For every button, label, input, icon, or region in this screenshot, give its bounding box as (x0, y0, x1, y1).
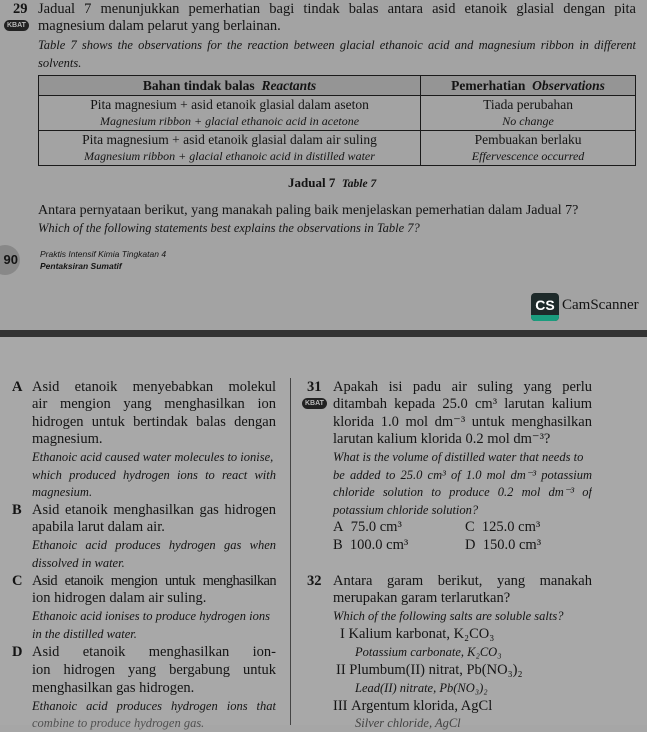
kbat-badge: KBAT (4, 20, 29, 31)
option-d[interactable]: D 150.0 cm³ (465, 537, 542, 553)
question-stem-line: Apakah isi padu air suling yang perlu (333, 379, 592, 395)
option-text: Asid etanoik menghasilkan gas hidrogen (32, 502, 276, 518)
question-stem-line: Antara garam berikut, yang manakah (333, 573, 592, 589)
question-stem-en-line: be added to 25.0 cm³ of 1.0 mol dm⁻³ potassium (333, 468, 592, 482)
question-number: 31 (307, 379, 322, 395)
column-header-reactants: Bahan tindak balas Reactants (39, 76, 421, 96)
option-text-en: Ethanoic acid produces hydrogen ions that (32, 699, 276, 713)
page-number: 90 (0, 245, 20, 275)
question-stem-line: Jadual 7 menunjukkan pemerhatian bagi tindak balas antara asid etanoik glasial dengan pita (38, 1, 636, 17)
table-cell: Pembuakan berlaku Effervescence occurred (421, 131, 636, 166)
table-cell: Pita magnesium + asid etanoik glasial dalam air suling Magnesium ribbon + glacial ethanoic acid in distilled water (39, 131, 421, 166)
option-text-en: Ethanoic acid produces hydrogen gas when (32, 538, 276, 552)
option-text: magnesium. (32, 431, 103, 447)
question-prompt-en: Which of the following statements best explains the observations in Table 7? (38, 221, 420, 235)
question-stem-en-line: chloride solution to produce 0.2 mol dm⁻³ of (333, 485, 592, 499)
observations-table (38, 75, 636, 166)
option-text-en: combine to produce hydrogen gas. (32, 716, 205, 730)
question-stem-en-line: solvents. (38, 56, 82, 70)
question-stem-line: klorida 1.0 mol dm⁻³ untuk menghasilkan (333, 414, 592, 430)
option-text: ion hidrogen dalam air suling. (32, 590, 207, 606)
option-letter: A (12, 379, 23, 395)
option-text: menghasilkan gas hidrogen. (32, 680, 195, 696)
option-a[interactable]: A 75.0 cm³ (333, 519, 402, 535)
table-row (39, 96, 636, 131)
question-stem-en: Which of the following salts are soluble salts? (333, 609, 564, 623)
question-prompt: Antara pernyataan berikut, yang manakah paling baik menjelaskan pemerhatian dalam Jadual 7? (38, 203, 579, 218)
option-text: Asid etanoik menyebabkan molekul (32, 379, 276, 395)
option-letter: C (12, 573, 23, 589)
option-text: Asid etanoik mengion untuk menghasilkan (32, 573, 276, 589)
column-divider (290, 378, 291, 725)
option-text-en: in the distilled water. (32, 627, 137, 641)
option-text-en: which produced hydrogen ions to react with (32, 468, 276, 482)
page-separator (0, 330, 647, 337)
option-text: ion hidrogen yang bergabung untuk (32, 662, 276, 678)
option-letter: B (12, 502, 22, 518)
option-text: hidrogen untuk bertindak balas dengan (32, 414, 276, 430)
footer-book-title: Praktis Intensif Kimia Tingkatan 4 (40, 249, 167, 259)
option-text: air mengion yang menghasilkan ion (32, 396, 276, 412)
option-text: Asid etanoik menghasilkan ion- (32, 644, 276, 660)
option-c[interactable]: C 125.0 cm³ (465, 519, 541, 535)
question-stem-line: ditambah kepada 25.0 cm³ larutan kalium (333, 396, 592, 412)
footer-section: Pentaksiran Sumatif (40, 261, 122, 271)
option-text-en: dissolved in water. (32, 556, 125, 570)
question-number: 29 (13, 1, 28, 17)
question-stem-en-line: What is the volume of distilled water that needs to (333, 450, 584, 464)
option-text-en: Ethanoic acid ionises to produce hydrogen ions (32, 609, 270, 623)
table-cell: Pita magnesium + asid etanoik glasial dalam aseton Magnesium ribbon + glacial ethanoic acid in acetone (39, 96, 421, 131)
question-stem-en-line: potassium chloride solution? (333, 503, 479, 517)
table-header-row (39, 76, 636, 96)
column-header-observations: Pemerhatian Observations (421, 76, 636, 96)
option-text-en: magnesium. (32, 485, 93, 499)
table-caption: Jadual 7 Table 7 (288, 175, 377, 190)
question-stem-en-line: Table 7 shows the observations for the reaction between glacial ethanoic acid and magnesium ribbon in different (38, 38, 636, 52)
option-text: apabila larut dalam air. (32, 519, 165, 535)
camscanner-label: CamScanner (562, 297, 639, 313)
table-cell: Tiada perubahan No change (421, 96, 636, 131)
option-text-en: Ethanoic acid caused water molecules to ionise, (32, 450, 274, 464)
camscanner-logo-icon: CS (531, 293, 559, 321)
table-row (39, 131, 636, 166)
question-stem-line: merupakan garam terlarutkan? (333, 590, 511, 606)
kbat-badge: KBAT (302, 398, 327, 409)
question-stem-line: magnesium dalam pelarut yang berlainan. (38, 18, 281, 34)
option-letter: D (12, 644, 23, 660)
question-number: 32 (307, 573, 322, 589)
question-stem-line: larutan kalium klorida 0.2 mol dm⁻³? (333, 431, 551, 447)
option-b[interactable]: B 100.0 cm³ (333, 537, 409, 553)
